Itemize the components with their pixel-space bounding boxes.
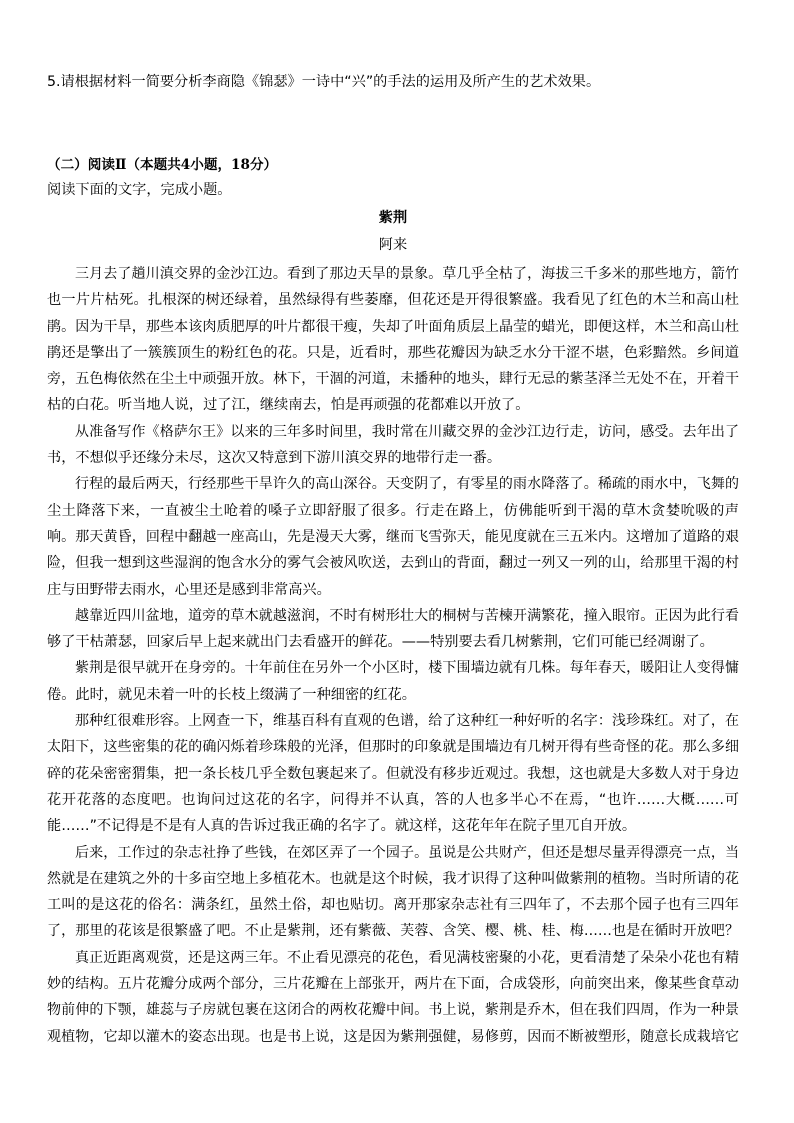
article-line: 倦。此时，就见未着一叶的长枝上缀满了一种细密的红花。 [47, 686, 416, 703]
article-line: 花开花落的态度吧。也询问过这花的名字，问得并不认真，答的人也多半心不在焉，“也许……大概……可 [47, 791, 739, 808]
article-line: 紫荆是很早就开在身旁的。十年前住在另外一个小区时，楼下围墙边就有几株。每年春天，暖阳让人变得慵 [75, 660, 739, 677]
article-line: 险，但我一想到这些湿润的饱含水分的雾气会被风吹送，去到山的背面，翻过一列又一列的山，给那里干渴的村 [47, 555, 739, 572]
article-body [47, 261, 739, 1050]
reading-instruction: 阅读下面的文字，完成小题。 [47, 182, 232, 198]
article-line: 行程的最后两天，行经那些干旱许久的高山深谷。天变阴了，有零星的雨水降落了。稀疏的雨水中，飞舞的 [75, 476, 739, 493]
article-line: 响。那天黄昏，回程中翻越一座高山，先是漫天大雾，继而飞雪弥天，能见度就在三五米内。这增加了道路的艰 [47, 528, 739, 545]
article-line: 枯的白花。听当地人说，过了江，继续南去，怕是再顽强的花都难以开放了。 [47, 397, 530, 414]
article-line: 尘土降落下来，一直被尘土呛着的嗓子立即舒服了很多。行走在路上，仿佛能听到干渴的草木贪婪吮吸的声 [47, 502, 739, 519]
article-line: 然就是在建筑之外的十多亩空地上多植花木。也就是这个时候，我才识得了这种叫做紫荆的植物。当时所请的花 [47, 870, 739, 887]
article-line: 后来，工作过的杂志社挣了些钱，在郊区弄了一个园子。虽说是公共财产，但还是想尽量弄得漂亮一点，当 [75, 844, 739, 861]
article-line: 真正近距离观赏，还是这两三年。不止看见漂亮的花色，看见满枝密聚的小花，更看清楚了朵朵小花也有精 [75, 949, 739, 966]
article-line: 旁，五色梅依然在尘土中顽强开放。林下，干涸的河道，未播种的地头，肆行无忌的紫茎泽兰无处不在，开着干 [47, 371, 739, 388]
article-author: 阿来 [378, 237, 408, 253]
article-line: 能……”不记得是不是有人真的告诉过我正确的名字了。就这样，这花年年在院子里兀自开放。 [47, 818, 637, 835]
article-line: 观植物，它却以灌木的姿态出现。也是书上说，这是因为紫荆强健，易修剪，因而不断被塑形，随意长成栽培它 [47, 1028, 739, 1045]
article-line: 从准备写作《格萨尔王》以来的三年多时间里，我时常在川藏交界的金沙江边行走，访问，感受。去年出了 [75, 423, 739, 440]
article-line: 妙的结构。五片花瓣分成两个部分，三片花瓣在上部张开，两片在下面，合成袋形，向前突出来，像某些食草动 [47, 976, 739, 993]
article-line: 鹃还是擎出了一簇簇顶生的粉红色的花。只是，近看时，那些花瓣因为缺乏水分干涩不堪，色彩黯然。乡间道 [47, 344, 739, 361]
article-line: 也一片片枯死。扎根深的树还绿着，虽然绿得有些萎靡，但花还是开得很繁盛。我看见了红色的木兰和高山杜 [47, 292, 739, 309]
article-line: 书，不想似乎还缘分未尽，这次又特意到下游川滇交界的地带行走一番。 [47, 450, 502, 467]
question-5: 5.请根据材料一简要分析李商隐《锦瑟》一诗中“兴”的手法的运用及所产生的艺术效果。 [47, 74, 601, 90]
article-line: 那种红很难形容。上网查一下，维基百科有直观的色谱，给了这种红一种好听的名字：浅珍珠红。对了，在 [75, 713, 739, 730]
article-line: 庄与田野带去雨水，心里还是感到非常高兴。 [47, 581, 331, 598]
article-line: 物前伸的下颚，雄蕊与子房就包裹在这闭合的两枚花瓣中间。书上说，紫荆是乔木，但在我们四周，作为一种景 [47, 1002, 739, 1019]
article-line: 三月去了趟川滇交界的金沙江边。看到了那边天旱的景象。草几乎全枯了，海拔三千多米的那些地方，箭竹 [75, 266, 739, 282]
article-line: 碎的花朵密密猬集，把一条长枝几乎全数包裹起来了。但就没有移步近观过。我想，这也就是大多数人对于身边 [47, 765, 739, 782]
article-line: 工叫的是这花的俗名：满条红，虽然土俗，却也贴切。离开那家杂志社有三四年了，不去那个园子也有三四年 [47, 897, 739, 914]
article-line: 鹃。因为干旱，那些本该肉质肥厚的叶片都很干瘦，失却了叶面角质层上晶莹的蜡光，即便这样，木兰和高山杜 [47, 318, 739, 335]
section-heading: （二）阅读Ⅱ（本题共4小题，18分） [47, 157, 278, 173]
article-line: 够了干枯萧瑟，回家后早上起来就出门去看盛开的鲜花。——特别要去看几树紫荆，它们可能已经凋谢了。 [47, 634, 714, 651]
article-line: 越靠近四川盆地，道旁的草木就越滋润，不时有树形壮大的桐树与苦楝开满繁花，撞入眼帘。正因为此行看 [75, 607, 739, 624]
article-line: 了，那里的花该是很繁盛了吧。不止是紫荆，还有紫薇、芙蓉、含笑、樱、桃、桂、梅……也是在循时开放吧？ [47, 923, 739, 940]
article-line: 太阳下，这些密集的花的确闪烁着珍珠般的光泽，但那时的印象就是围墙边有几树开得有些奇怪的花。那么多细 [47, 739, 739, 756]
article-title: 紫荆 [378, 210, 408, 226]
